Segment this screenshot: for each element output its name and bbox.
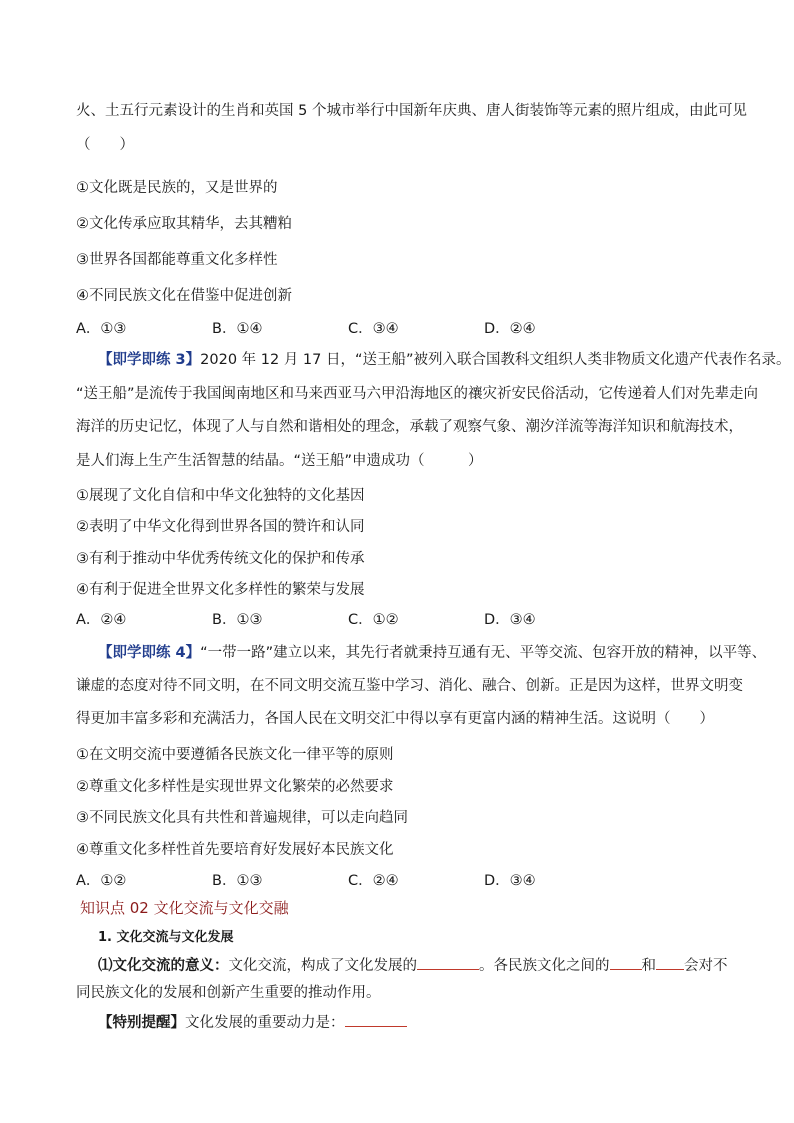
tip-text: 文化发展的重要动力是： bbox=[185, 1015, 345, 1031]
q3-line-1 bbox=[98, 350, 791, 370]
meaning-text-3: 和 bbox=[641, 958, 656, 974]
q3-line-2: “送王船”是流传于我国闽南地区和马来西亚马六甲沿海地区的禳灾祈安民俗活动，它传递着人们对先辈走向 bbox=[76, 386, 759, 402]
q3-line-3: 海洋的历史记忆，体现了人与自然和谐相处的理念，承载了观察气象、潮汐洋流等海洋知识和航海技术， bbox=[76, 419, 743, 435]
q4-line-1 bbox=[98, 643, 766, 663]
q4-line-2: 谦虚的态度对待不同文明，在不同文明交流互鉴中学习、消化、融合、创新。正是因为这样，世界文明变 bbox=[76, 678, 743, 694]
q3-item-1: ①展现了文化自信和中华文化独特的文化基因 bbox=[76, 488, 365, 504]
q3-tag: 【即学即练 3】 bbox=[98, 352, 201, 368]
q3-item-4: ④有利于促进全世界文化多样性的繁荣与发展 bbox=[76, 582, 365, 598]
q4-item-2: ②尊重文化多样性是实现世界文化繁荣的必然要求 bbox=[76, 779, 394, 795]
q3-text-1: 2020 年 12 月 17 日，“送王船”被列入联合国教科文组织人类非物质文化遗产代表作名录。 bbox=[200, 352, 791, 368]
meaning-line-2: 同民族文化的发展和创新产生重要的推动作用。 bbox=[76, 985, 381, 1001]
meaning-text-4: 会对不 bbox=[684, 958, 728, 974]
q4-text-1: “一带一路”建立以来，其先行者就秉持互通有无、平等交流、包容开放的精神，以平等、 bbox=[200, 645, 767, 661]
q4-line-3: 得更加丰富多彩和充满活力，各国人民在文明交汇中得以享有更富内涵的精神生活。这说明（ ） bbox=[76, 711, 714, 727]
meaning-text-1: 文化交流，构成了文化发展的 bbox=[228, 958, 417, 974]
option-b: B．①④ bbox=[212, 321, 263, 337]
tip-line bbox=[98, 1012, 407, 1033]
option-c: C．③④ bbox=[348, 321, 399, 337]
q4-item-1: ①在文明交流中要遵循各民族文化一律平等的原则 bbox=[76, 747, 394, 763]
option-c: C．①② bbox=[348, 612, 399, 628]
option-a: A．②④ bbox=[76, 612, 127, 628]
fill-blank-3[interactable] bbox=[656, 955, 684, 970]
prev-item-3: ③世界各国都能尊重文化多样性 bbox=[76, 252, 278, 268]
option-a: A．①③ bbox=[76, 321, 127, 337]
q4-item-4: ④尊重文化多样性首先要培育好发展好本民族文化 bbox=[76, 842, 394, 858]
q4-item-3: ③不同民族文化具有共性和普遍规律，可以走向趋同 bbox=[76, 810, 408, 826]
fill-blank-2[interactable] bbox=[610, 955, 642, 970]
prev-item-2: ②文化传承应取其精华，去其糟粕 bbox=[76, 216, 292, 232]
section-heading: 知识点 02 文化交流与文化交融 bbox=[80, 899, 289, 917]
prev-item-4: ④不同民族文化在借鉴中促进创新 bbox=[76, 288, 292, 304]
tip-label: 【特别提醒】 bbox=[98, 1015, 185, 1031]
meaning-label: ⑴文化交流的意义： bbox=[98, 958, 229, 974]
meaning-text-2: 。各民族文化之间的 bbox=[479, 958, 610, 974]
fill-blank-4[interactable] bbox=[345, 1012, 407, 1027]
option-d: D．②④ bbox=[484, 321, 536, 337]
prev-item-1: ①文化既是民族的，又是世界的 bbox=[76, 180, 278, 196]
option-c: C．②④ bbox=[348, 873, 399, 889]
q4-tag: 【即学即练 4】 bbox=[98, 645, 201, 661]
fill-blank-1[interactable] bbox=[417, 955, 479, 970]
q3-line-4: 是人们海上生产生活智慧的结晶。“送王船”申遗成功（ ） bbox=[76, 453, 483, 469]
option-b: B．①③ bbox=[212, 873, 263, 889]
option-d: D．③④ bbox=[484, 873, 536, 889]
option-a: A．①② bbox=[76, 873, 127, 889]
answer-paren: （ ） bbox=[76, 137, 134, 153]
meaning-line-1 bbox=[98, 955, 728, 976]
sub-heading: 1. 文化交流与文化发展 bbox=[98, 930, 234, 945]
option-b: B．①③ bbox=[212, 612, 263, 628]
q3-item-3: ③有利于推动中华优秀传统文化的保护和传承 bbox=[76, 551, 365, 567]
option-d: D．③④ bbox=[484, 612, 536, 628]
intro-line: 火、土五行元素设计的生肖和英国 5 个城市举行中国新年庆典、唐人街装饰等元素的照片组成，由此可见 bbox=[76, 103, 747, 119]
q3-item-2: ②表明了中华文化得到世界各国的赞许和认同 bbox=[76, 519, 365, 535]
